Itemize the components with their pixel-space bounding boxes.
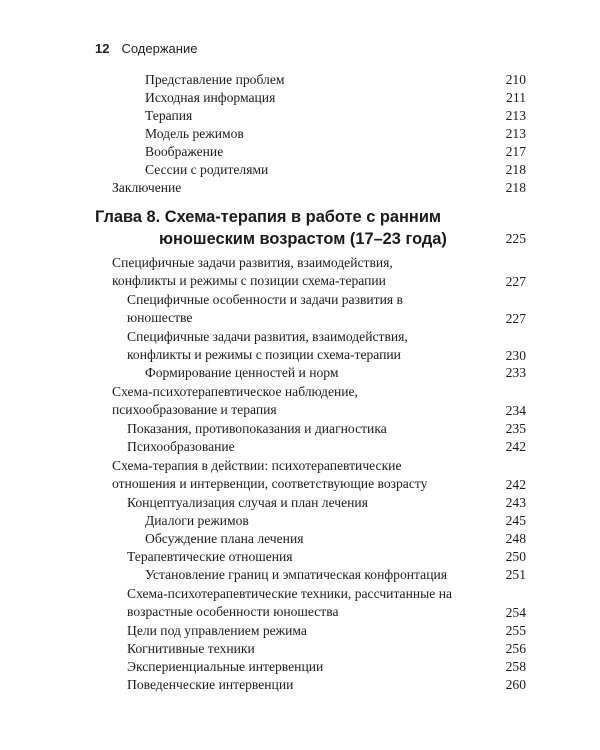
toc-entry[interactable] (145, 364, 526, 382)
toc-entry-title: Схема-психотерапевтическое наблюдение, психообразование и терапия (112, 384, 358, 418)
chapter-page: 225 (505, 231, 526, 246)
toc-entry-page: 235 (505, 421, 526, 436)
toc-entry[interactable] (127, 676, 526, 694)
toc-entry-title: Специфичные задачи развития, взаимодействия, конфликты и режимы с позиции схема-терапии (112, 255, 393, 289)
toc-entry-page: 230 (505, 347, 526, 363)
toc-entry-page: 251 (505, 567, 526, 582)
toc-entry-title: Специфичные задачи развития, взаимодействия, конфликты и режимы с позиции схема-терапии (127, 329, 408, 363)
toc-entry-page: 213 (505, 126, 526, 141)
toc-entry-page: 255 (505, 623, 526, 638)
toc-entry-title: Схема-терапия в действии: психотерапевтические отношения и интервенции, соответствующие возрасту (112, 458, 428, 492)
toc-entry-title: Терапия (145, 108, 193, 123)
toc-entry[interactable] (112, 457, 526, 494)
toc-entry-page: 242 (505, 439, 526, 454)
toc-entry[interactable] (145, 125, 526, 143)
toc-entry[interactable] (112, 254, 526, 291)
toc-entry-title: Экспериенциальные интервенции (127, 659, 324, 674)
toc-entry-page: 243 (505, 495, 526, 510)
toc-entry-page: 233 (505, 365, 526, 380)
toc-entry-title: Установление границ и эмпатическая конфронтация (145, 567, 447, 582)
toc-entry[interactable] (112, 179, 526, 197)
toc-entry[interactable] (127, 328, 526, 365)
toc-entry-page: 260 (505, 677, 526, 692)
toc-entry[interactable] (145, 143, 526, 161)
toc-entry[interactable] (145, 107, 526, 125)
toc-entry[interactable] (127, 420, 526, 438)
running-head (95, 41, 197, 56)
toc-entry-page: 254 (505, 604, 526, 620)
toc-entry[interactable] (127, 585, 526, 622)
toc-entry-page: 211 (506, 90, 526, 105)
toc-entry[interactable] (127, 291, 526, 328)
toc-entry-title: Исходная информация (145, 90, 276, 105)
toc-entry[interactable] (127, 494, 526, 512)
toc-entry-title: Поведенческие интервенции (127, 677, 294, 692)
toc-entry[interactable] (112, 383, 526, 420)
toc-entry-title: Диалоги режимов (145, 513, 249, 528)
section-title: Содержание (121, 41, 198, 56)
toc-entry-page: 250 (505, 549, 526, 564)
toc-entry[interactable] (127, 658, 526, 676)
toc-entry-page: 227 (505, 310, 526, 326)
toc-entry-title: Психообразование (127, 439, 235, 454)
toc-entry-title: Воображение (145, 144, 224, 159)
toc-entry-title: Представление проблем (145, 72, 285, 87)
toc-entry[interactable] (145, 89, 526, 107)
toc-entry-page: 248 (505, 531, 526, 546)
toc-entry[interactable] (127, 548, 526, 566)
toc-entry[interactable] (127, 438, 526, 456)
toc-entry-page: 245 (505, 513, 526, 528)
chapter-heading[interactable] (95, 206, 526, 250)
toc-entry-title: Формирование ценностей и норм (145, 365, 339, 380)
chapter-title-line-1: Глава 8. Схема-терапия в работе с ранним (95, 208, 442, 226)
toc-entry-title: Схема-психотерапевтические техники, рассчитанные на возрастные особенности юношества (127, 586, 453, 620)
toc-entry-title: Сессии с родителями (145, 162, 269, 177)
toc-entry-title: Концептуализация случая и план лечения (127, 495, 368, 510)
toc-entry[interactable] (145, 530, 526, 548)
toc-entry[interactable] (145, 566, 526, 584)
toc-entry[interactable] (127, 622, 526, 640)
toc-entry-title: Модель режимов (145, 126, 244, 141)
toc-entry-title: Цели под управлением режима (127, 623, 307, 638)
toc-entry[interactable] (145, 512, 526, 530)
toc-entry-page: 258 (505, 659, 526, 674)
toc-entry-page: 210 (505, 72, 526, 87)
toc-entry-page: 256 (505, 641, 526, 656)
toc-entry-page: 213 (505, 108, 526, 123)
page-number: 12 (95, 41, 110, 56)
toc-entry-page: 242 (505, 476, 526, 492)
toc-entry[interactable] (145, 161, 526, 179)
toc-entry-page: 227 (505, 273, 526, 289)
toc-entry-page: 217 (505, 144, 526, 159)
toc-entry-title: Специфичные особенности и задачи развития в юношестве (127, 292, 403, 326)
toc-entry-title: Когнитивные техники (127, 641, 255, 656)
toc-entry[interactable] (145, 71, 526, 89)
toc-entry-page: 218 (505, 162, 526, 177)
toc-entry-title: Заключение (112, 180, 182, 195)
toc-entry-page: 218 (505, 180, 526, 195)
chapter-title-line-2: юношеским возрастом (17–23 года) (159, 230, 447, 248)
toc-entry-title: Терапевтические отношения (127, 549, 293, 564)
toc-entry-title: Показания, противопоказания и диагностика (127, 421, 387, 436)
toc-entry[interactable] (127, 640, 526, 658)
toc-entry-title: Обсуждение плана лечения (145, 531, 304, 546)
toc-entry-page: 234 (505, 402, 526, 418)
